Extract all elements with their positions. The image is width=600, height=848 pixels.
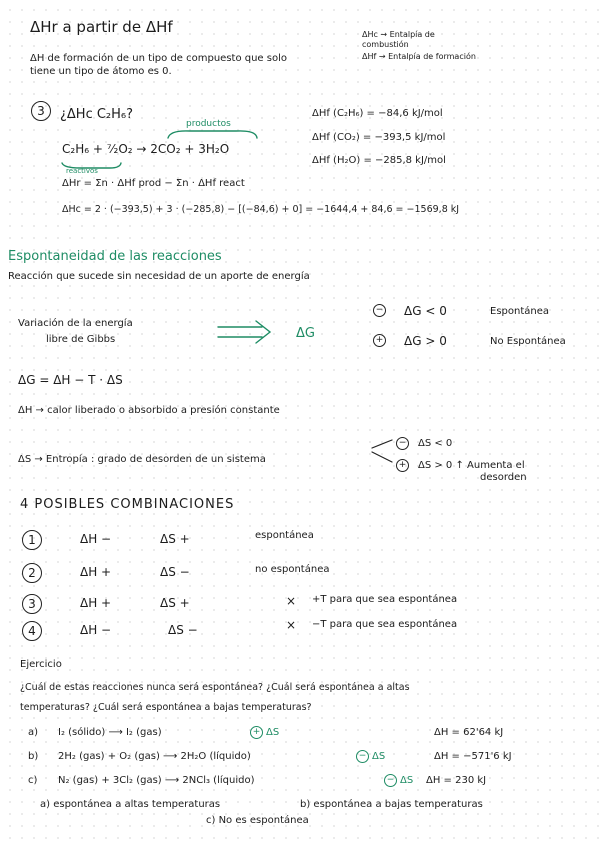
- combination-ds: ΔS +: [160, 596, 190, 610]
- legend-combustion: ΔHc → Entalpía de combustión: [362, 30, 435, 49]
- reaction-enthalpy: ΔH = 62'64 kJ: [434, 727, 504, 738]
- reaction-label: b): [28, 751, 39, 762]
- result-spontaneous: Espontánea: [490, 306, 549, 317]
- entropy-negative: ΔS < 0: [418, 438, 453, 449]
- combination-result: espontánea: [255, 530, 314, 541]
- definition-line-2: tiene un tipo de átomo es 0.: [30, 66, 172, 77]
- delta-g-positive: ΔG > 0: [404, 334, 447, 348]
- exercise-question-line-1: ¿Cuál de estas reacciones nunca será espontánea? ¿Cuál será espontánea a altas: [20, 682, 410, 693]
- minus-circle-icon: −: [373, 304, 386, 317]
- entropy-sign-badge: −: [384, 774, 397, 787]
- combination-result: −T para que sea espontánea: [312, 619, 458, 630]
- combination-number: 2: [22, 563, 42, 583]
- result-not-spontaneous: No Espontánea: [490, 336, 566, 347]
- combustion-calculation: ΔHc = 2 · (−393,5) + 3 · (−285,8) − [(−84,6) + 0] = −1644,4 + 84,6 = −1569,8 kJ: [62, 204, 460, 215]
- gibbs-label-line-1: Variación de la energía: [18, 318, 133, 329]
- exercise-label: Ejercicio: [20, 659, 62, 670]
- reaction-label: c): [28, 775, 38, 786]
- enthalpy-formula: ΔHr = Σn · ΔHf prod − Σn · ΔHf react: [62, 178, 245, 189]
- delta-g-negative: ΔG < 0: [404, 304, 447, 318]
- answer-a: a) espontánea a altas temperaturas: [40, 799, 221, 810]
- combination-number: 4: [22, 621, 42, 641]
- branch-arrow-icon: [372, 440, 392, 462]
- gibbs-label-line-2: libre de Gibbs: [46, 334, 116, 345]
- entropy-positive: ΔS > 0 ↑ Aumenta el: [418, 460, 525, 471]
- combination-dh: ΔH −: [80, 623, 112, 637]
- reaction-entropy: ΔS: [266, 727, 280, 738]
- section-heading-spontaneity: Espontaneidad de las reacciones: [8, 249, 222, 264]
- plus-circle-icon: +: [396, 459, 409, 472]
- answer-b: b) espontánea a bajas temperaturas: [300, 799, 483, 810]
- hf-c2h6: ΔHf (C₂H₆) = −84,6 kJ/mol: [312, 108, 443, 119]
- combustion-equation: C₂H₆ + ⁷⁄₂O₂ → 2CO₂ + 3H₂O: [62, 142, 230, 156]
- minus-circle-icon: −: [396, 437, 409, 450]
- combination-ds: ΔS −: [168, 623, 198, 637]
- combination-result: no espontánea: [255, 564, 330, 575]
- plus-circle-icon: +: [373, 334, 386, 347]
- combination-x: ×: [286, 594, 297, 608]
- reaction-label: a): [28, 727, 39, 738]
- combination-result: +T para que sea espontánea: [312, 594, 458, 605]
- hf-h2o: ΔHf (H₂O) = −285,8 kJ/mol: [312, 155, 446, 166]
- double-arrow-icon: [218, 321, 270, 343]
- reaction-entropy: ΔS: [400, 775, 414, 786]
- hf-co2: ΔHf (CO₂) = −393,5 kJ/mol: [312, 132, 446, 143]
- exercise-question-line-2: temperaturas? ¿Cuál será espontánea a bajas temperaturas?: [20, 702, 312, 713]
- entropy-sign-badge: −: [356, 750, 369, 763]
- reaction-enthalpy: ΔH = 230 kJ: [426, 775, 487, 786]
- combination-number: 3: [22, 594, 42, 614]
- reaction-equation: N₂ (gas) + 3Cl₂ (gas) ⟶ 2NCl₃ (líquido): [58, 775, 255, 786]
- reaction-enthalpy: ΔH = −571'6 kJ: [434, 751, 512, 762]
- reaction-entropy: ΔS: [372, 751, 386, 762]
- definition-line-1: ΔH de formación de un tipo de compuesto que solo: [30, 53, 287, 64]
- spontaneity-definition: Reacción que sucede sin necesidad de un aporte de energía: [8, 271, 310, 282]
- entropy-positive-note: desorden: [480, 472, 527, 483]
- reactants-label: reactivos: [66, 167, 98, 175]
- page-title: ΔHr a partir de ΔHf: [30, 18, 173, 36]
- legend-formation: ΔHf → Entalpía de formación: [362, 52, 476, 61]
- combination-ds: ΔS −: [160, 565, 190, 579]
- entropy-sign-badge: +: [250, 726, 263, 739]
- problem-number-badge: 3: [31, 101, 51, 121]
- enthalpy-definition: ΔH → calor liberado o absorbido a presión constante: [18, 405, 280, 416]
- answer-c: c) No es espontánea: [206, 815, 309, 826]
- combination-ds: ΔS +: [160, 532, 190, 546]
- combination-dh: ΔH +: [80, 596, 112, 610]
- reaction-equation: 2H₂ (gas) + O₂ (gas) ⟶ 2H₂O (líquido): [58, 751, 251, 762]
- reaction-equation: I₂ (sólido) ⟶ I₂ (gas): [58, 727, 162, 738]
- combination-x: ×: [286, 618, 297, 632]
- gibbs-equation: ΔG = ΔH − T · ΔS: [18, 373, 123, 387]
- entropy-definition: ΔS → Entropía : grado de desorden de un sistema: [18, 454, 266, 465]
- combination-dh: ΔH +: [80, 565, 112, 579]
- reactants-brace: [62, 163, 121, 168]
- products-brace: [168, 131, 257, 138]
- combination-dh: ΔH −: [80, 532, 112, 546]
- section-heading-combinations: 4 POSIBLES COMBINACIONES: [20, 497, 235, 512]
- combination-number: 1: [22, 530, 42, 550]
- gibbs-symbol: ΔG: [296, 326, 315, 341]
- products-label: productos: [186, 119, 231, 129]
- problem-question: ¿ΔHc C₂H₆?: [60, 107, 134, 122]
